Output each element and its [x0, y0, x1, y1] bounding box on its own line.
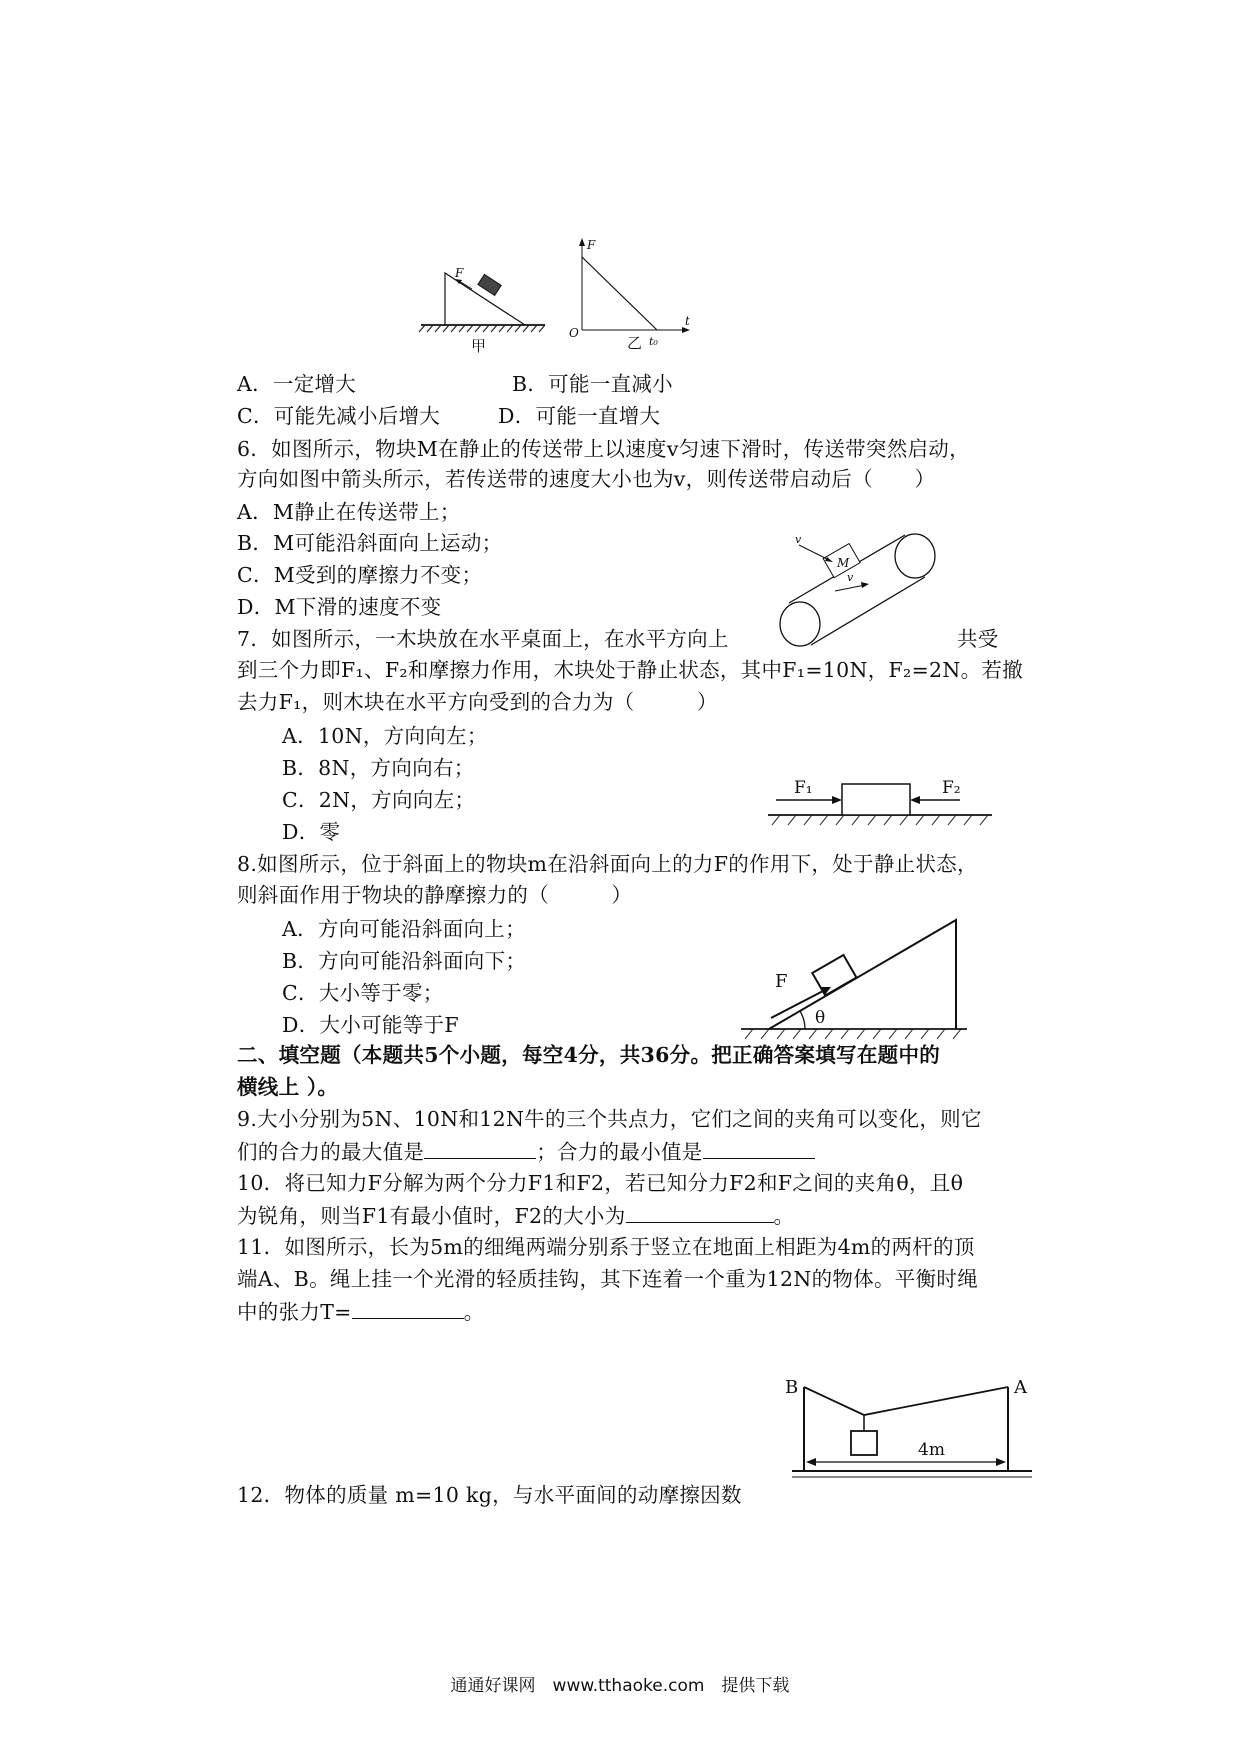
figure-incline-with-block — [735, 915, 975, 1045]
figure-yi-graph — [565, 235, 695, 360]
q10-line-2 — [237, 1200, 794, 1231]
q8-option-d: D．大小可能等于F — [282, 1013, 459, 1037]
q5-option-a: A．一定增大 — [237, 372, 357, 396]
incline-f-label: F — [775, 971, 788, 992]
q8-line-2: 则斜面作用于物块的静摩擦力的（ ） — [237, 883, 633, 907]
figure-jia-caption: 甲 — [471, 337, 487, 355]
q6-option-b: B．M可能沿斜面向上运动； — [237, 531, 503, 555]
q7-option-a: A．10N，方向向左； — [282, 724, 488, 748]
figure-conveyor-belt — [765, 515, 945, 655]
section2-heading-line-2: 横线上 ）。 — [237, 1075, 339, 1099]
q5-option-b: B．可能一直减小 — [512, 372, 673, 396]
conveyor-v-label-2: v — [847, 571, 854, 584]
figure-block-two-forces — [760, 765, 1000, 840]
q6-option-c: C．M受到的摩擦力不变； — [237, 563, 483, 587]
q9-line-2-text-a: 们的合力的最大值是 — [237, 1140, 425, 1164]
figure-rope-two-poles — [780, 1375, 1035, 1485]
q9-line-1: 9.大小分别为5N、10N和12N牛的三个共点力，它们之间的夹角可以变化，则它 — [237, 1107, 982, 1131]
conveyor-v-label-1: v — [795, 533, 802, 546]
q10-f2-blank[interactable] — [626, 1200, 774, 1223]
figure-yi-caption: 乙 — [627, 334, 643, 352]
incline-theta-label: θ — [815, 1008, 826, 1028]
force-f2-label: F₂ — [942, 778, 961, 798]
q6-option-d: D．M下滑的速度不变 — [237, 595, 442, 619]
q6-line-1: 6．如图所示，物块M在静止的传送带上以速度v匀速下滑时，传送带突然启动， — [237, 437, 970, 461]
q11-line-2: 端A、B。绳上挂一个光滑的轻质挂钩，其下连着一个重为12N的物体。平衡时绳 — [237, 1267, 978, 1291]
q11-line-1: 11．如图所示，长为5m的细绳两端分别系于竖立在地面上相距为4m的两杆的顶 — [237, 1235, 975, 1259]
distance-4m-label: 4m — [918, 1440, 945, 1460]
conveyor-m-label: M — [837, 556, 850, 570]
page-footer: 通通好课网 www.tthaoke.com 提供下载 — [450, 1676, 790, 1696]
q6-option-a: A．M静止在传送带上； — [237, 500, 461, 524]
q9-max-blank[interactable] — [424, 1136, 536, 1159]
figure-jia-incline — [415, 255, 550, 365]
pole-a-label: A — [1014, 1377, 1027, 1398]
figure-yi-t0: t₀ — [649, 335, 658, 348]
section2-heading-line-1: 二、填空题（本题共5个小题，每空4分，共36分。把正确答案填写在题中的 — [237, 1043, 941, 1067]
q7-line-2: 到三个力即F₁、F₂和摩擦力作用，木块处于静止状态，其中F₁=10N，F₂=2N。若撤 — [237, 658, 1024, 682]
q7-option-d: D．零 — [282, 820, 341, 844]
q11-tension-blank[interactable] — [352, 1296, 464, 1319]
q10-line-2-text-a: 为锐角，则当F1有最小值时，F2的大小为 — [237, 1204, 626, 1228]
q6-line-2: 方向如图中箭头所示，若传送带的速度大小也为v，则传送带启动后（ ） — [237, 467, 936, 491]
q7-line-3: 去力F₁，则木块在水平方向受到的合力为（ ） — [237, 690, 718, 714]
figure-yi-t: t — [685, 314, 690, 328]
q8-option-b: B．方向可能沿斜面向下； — [282, 949, 527, 973]
figure-jia-f-label: F — [455, 266, 464, 280]
q10-line-2-text-b: 。 — [773, 1204, 795, 1228]
q7-option-b: B．8N，方向向右； — [282, 756, 475, 780]
q9-line-2 — [237, 1136, 815, 1167]
q5-option-c: C．可能先减小后增大 — [237, 404, 441, 428]
q7-line-1a: 7．如图所示，一木块放在水平桌面上，在水平方向上 — [237, 627, 729, 651]
q7-line-1b: 共受 — [957, 627, 999, 651]
q8-option-a: A．方向可能沿斜面向上； — [282, 917, 526, 941]
figure-yi-origin: O — [569, 326, 579, 340]
q8-option-c: C．大小等于零； — [282, 981, 444, 1005]
q7-option-c: C．2N，方向向左； — [282, 788, 476, 812]
q5-option-d: D．可能一直增大 — [498, 404, 661, 428]
q11-line-3-text-a: 中的张力T= — [237, 1300, 352, 1324]
q10-line-1: 10．将已知力F分解为两个分力F1和F2，若已知分力F2和F之间的夹角θ，且θ — [237, 1171, 964, 1195]
q11-line-3-text-b: 。 — [463, 1300, 485, 1324]
force-f1-label: F₁ — [794, 778, 813, 798]
q9-line-2-text-b: ；合力的最小值是 — [536, 1140, 703, 1164]
q8-line-1: 8.如图所示，位于斜面上的物块m在沿斜面向上的力F的作用下，处于静止状态， — [237, 852, 978, 876]
q9-min-blank[interactable] — [703, 1136, 815, 1159]
q11-line-3 — [237, 1296, 484, 1327]
figure-yi-f-label: F — [587, 238, 596, 252]
q12-line-1: 12．物体的质量 m=10 kg，与水平面间的动摩擦因数 — [237, 1483, 742, 1507]
pole-b-label: B — [785, 1377, 799, 1398]
